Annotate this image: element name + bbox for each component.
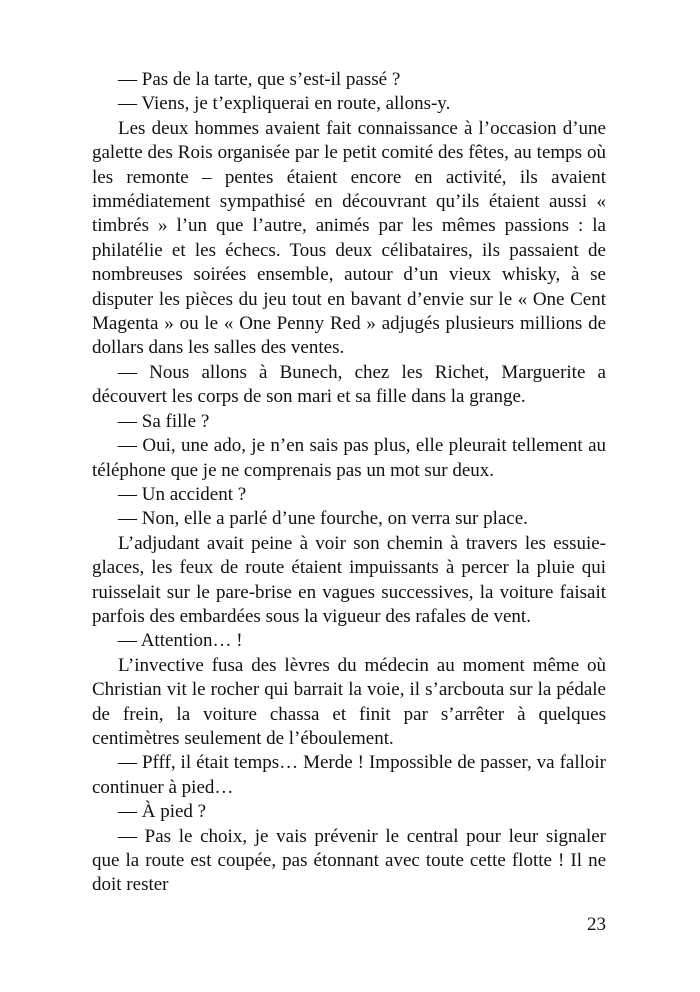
page-number: 23 bbox=[587, 914, 606, 935]
paragraph: — Pas de la tarte, que s’est-il passé ? bbox=[118, 69, 401, 90]
paragraph: — Sa fille ? bbox=[118, 410, 210, 432]
paragraph: — À pied ? bbox=[118, 801, 207, 823]
body-text bbox=[92, 68, 606, 898]
paragraph: — Viens, je t’expliquerai en route, allons-y. bbox=[118, 93, 451, 115]
paragraph: — Pfff, il était temps… Merde ! Impossible de passer, va falloir continuer à pied… bbox=[92, 752, 606, 798]
paragraph: — Pas le choix, je vais prévenir le central pour leur signaler que la route est coupée, pas étonnant avec toute cette flotte ! Il ne doit rester bbox=[92, 825, 606, 896]
paragraph: — Non, elle a parlé d’une fourche, on verra sur place. bbox=[118, 508, 528, 530]
paragraph: L’adjudant avait peine à voir son chemin à travers les essuie-glaces, les feux de route étaient impuissants à percer la pluie qui ruisselait sur le pare-brise en vagues successives, la voiture faisait parfois des embardées sous la vigueur des rafales de vent. bbox=[92, 532, 606, 627]
paragraph: — Attention… ! bbox=[118, 630, 243, 652]
paragraph: Les deux hommes avaient fait connaissance à l’occasion d’une galette des Rois organisée par le petit comité des fêtes, au temps où les remonte – pentes étaient encore en activité, ils avaient immédiatement sympathisé en découvrant qu’ils étaient aussi « timbrés » l’un que l’autre, animés par les mêmes passions : la philatélie et les échecs. Tous deux célibataires, ils passaient de nombreuses soirées ensemble, autour d’un vieux whisky, à se disputer les pièces du jeu tout en bavant d’envie sur le « One Cent Magenta » ou le « One Penny Red » adjugés plusieurs millions de dollars dans les salles des ventes. bbox=[92, 117, 606, 359]
paragraph: — Un accident ? bbox=[118, 483, 247, 505]
paragraph: — Nous allons à Bunech, chez les Richet, Marguerite a découvert les corps de son mari et sa fille dans la grange. bbox=[92, 361, 606, 408]
paragraph: L’invective fusa des lèvres du médecin au moment même où Christian vit le rocher qui barrait la voie, il s’arcbouta sur la pédale de frein, la voiture chassa et finit par s’arrêter à quelques centimètres seulement de l’éboulement. bbox=[92, 654, 606, 749]
paragraph: — Oui, une ado, je n’en sais pas plus, elle pleurait tellement au téléphone que je ne comprenais pas un mot sur deux. bbox=[92, 435, 606, 481]
